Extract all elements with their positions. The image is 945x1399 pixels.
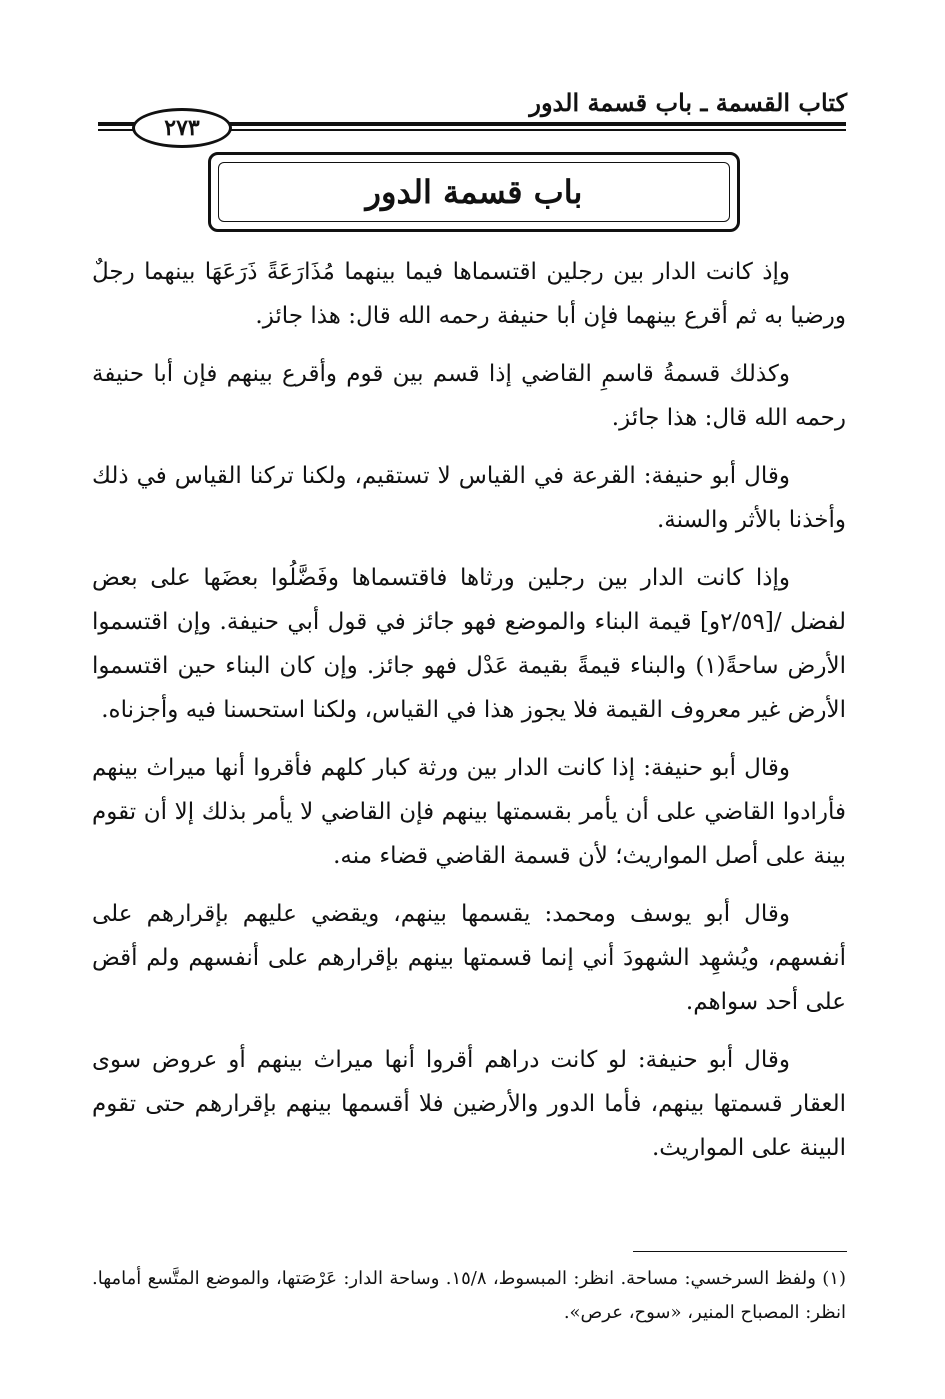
paragraph-2: وكذلك قسمةُ قاسمِ القاضي إذا قسم بين قوم وأقرع بينهم فإن أبا حنيفة رحمه الله قال: هذا جائز. [92,361,846,431]
paragraph-3: وقال أبو حنيفة: القرعة في القياس لا تستقيم، ولكنا تركنا القياس في ذلك وأخذنا بالأثر والسنة. [92,463,846,533]
chapter-title-frame [208,152,740,232]
paragraph-6: وقال أبو يوسف ومحمد: يقسمها بينهم، ويقضي عليهم بإقرارهم على أنفسهم، ويُشهِد الشهودَ أني إنما قسمتها بينهم بإقرارهم على أنفسهم ولم أقض على أحد سواهم. [92,901,846,1015]
page-number-badge [132,108,232,148]
page-number: ٢٧٣ [164,115,200,141]
paragraph-1: وإذ كانت الدار بين رجلين اقتسماها فيما بينهما مُذَارَعَةً ذَرَعَهَا بينهما رجلٌ ورضيا به ثم أقرع بينهما فإن أبا حنيفة رحمه الله قال: هذا جائز. [92,259,846,329]
paragraph-4: وإذا كانت الدار بين رجلين ورثاها فاقتسماها وفَضَّلُوا بعضَها على بعض لفضل /[٢/٥٩و] قيمة البناء والموضع فهو جائز في قول أبي حنيفة. وإن اقتسموا الأرض ساحةً(١) والبناء قيمةً بقيمة عَدْل فهو جائز. وإن كان البناء حين اقتسموا الأرض غير معروف القيمة فلا يجوز هذا في القياس، ولكنا استحسنا فيه وأجزناه. [92,565,846,723]
paragraph-5: وقال أبو حنيفة: إذا كانت الدار بين ورثة كبار كلهم فأقروا أنها ميراث بينهم فأرادوا القاضي على أن يأمر بقسمتها بينهم فإن القاضي لا يأمر بذلك إلا أن تقوم بينة على أصل المواريث؛ لأن قسمة القاضي قضاء منه. [92,755,846,869]
main-text [92,250,846,1184]
paragraph-7: وقال أبو حنيفة: لو كانت دراهم أقروا أنها ميراث بينهم أو عروض سوى العقار قسمتها بينهم، فأما الدور والأرضين فلا أقسمها بينهم بإقرارهم حتى تقوم البينة على المواريث. [92,1047,846,1161]
running-header: كتاب القسمة ـ باب قسمة الدور [529,88,847,117]
chapter-title: باب قسمة الدور [365,173,583,211]
footnote: (١) ولفظ السرخسي: مساحة. انظر: المبسوط، ١٥/٨. وساحة الدار: عَرْصَتها، والموضع المتَّسع أمامها. انظر: المصباح المنير، «سوح، عرص». [92,1268,846,1323]
footnote-separator [633,1251,847,1252]
chapter-title-inner-frame [218,162,730,222]
